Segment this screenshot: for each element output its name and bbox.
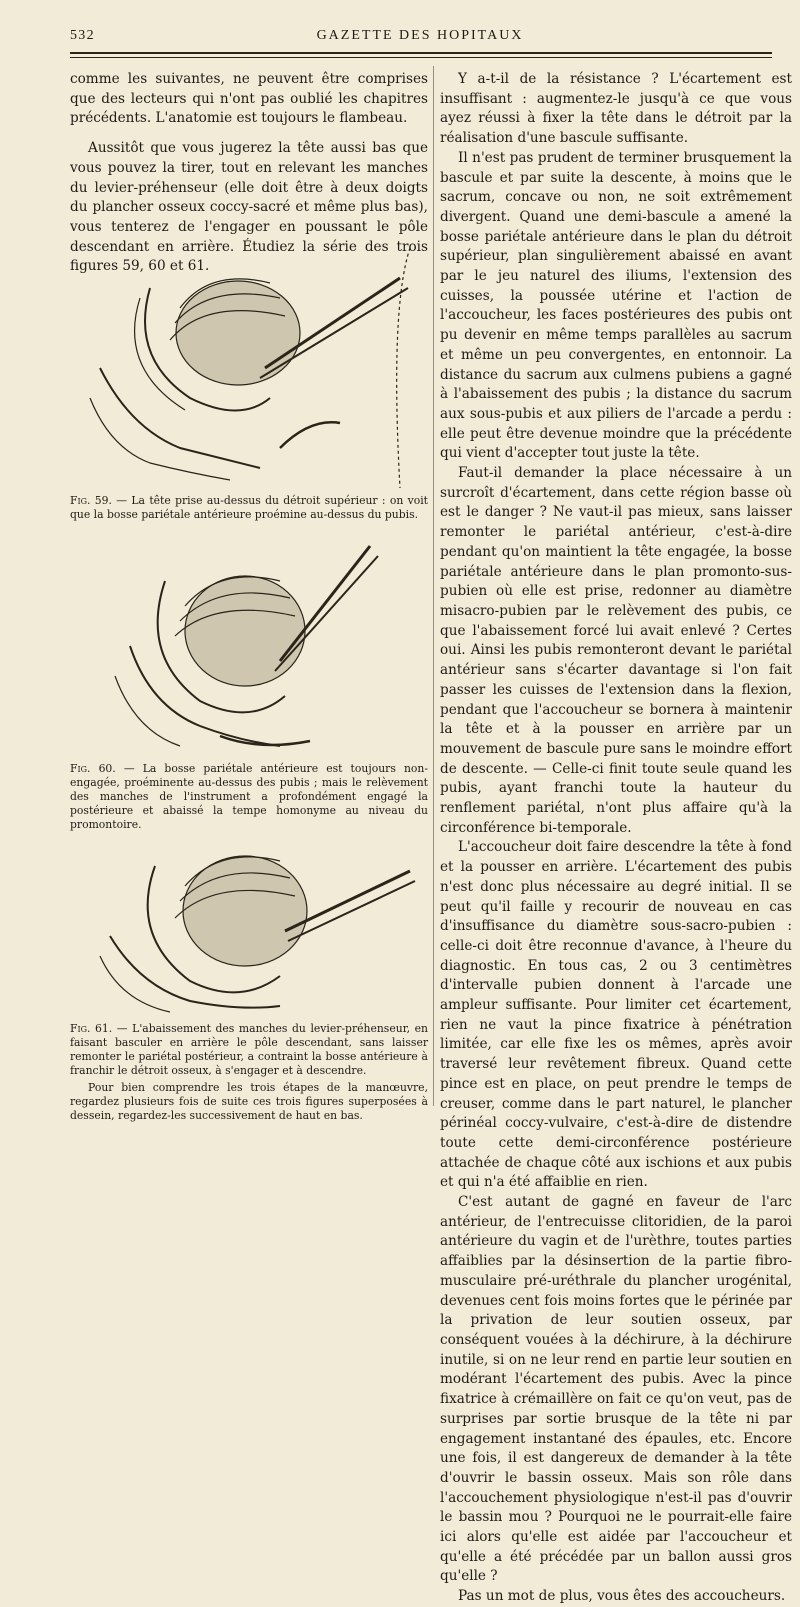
figure-59-caption (70, 494, 428, 522)
figure-60-illustration (70, 536, 428, 756)
figure-60-number: Fig. 60. (70, 762, 116, 775)
right-paragraph-5: C'est autant de gagné en faveur de l'arc antérieur, de l'entrecuisse clitoridien, de la paroi antérieure du vagin et de l'urèthre, toutes parties affaiblies par la désinsertion de la partie fibro-musculaire pré-uréthrale du plancher urogénital, devenues cent fois moins fortes que le périnée par la privation de leur soutien osseux, par conséquent vouées à la déchirure, à la déchirure inutile, si on ne leur rend en partie leur soutien en modérant l'écartement des pubis. Avec la pince fixatrice à crémaillère on fait ce qu'on veut, pas de surprises par sortie brusque de la tête ni par engagement instantané des épaules, etc. Encore une fois, il est dangereux de demander à la tête d'ouvrir le bassin osseux. Mais son rôle dans l'accouchement physiologique n'est-il pas d'ouvrir le bassin mou ? Pourquoi ne le pourrait-elle faire ici alors qu'elle est aidée par l'accoucheur et qu'elle a été précédée par un ballon aussi gros qu'elle ? (440, 1194, 792, 1585)
left-column (70, 70, 428, 277)
column-divider (433, 66, 434, 1106)
figure-60-text: — La bosse pariétale antérieure est toujours non-engagée, proéminente au-dessus des pubis ; mais le relèvement des manches de l'instrument a profondément engagé la postérieure et abaissé la tempe homonyme au niveau du promontoire. (70, 762, 429, 831)
figure-61-number: Fig. 61. (70, 1022, 113, 1035)
right-paragraph-1: Y a-t-il de la résistance ? L'écartement est insuffisant : augmentez-le jusqu'à ce que vous ayez réussi à fixer la tête dans le détroit par la réalisation d'une bascule suffisante. (440, 71, 792, 147)
header-rule-thin (70, 57, 772, 58)
page-header (70, 28, 770, 50)
figure-60 (70, 536, 428, 832)
header-rule-thick (70, 52, 772, 54)
figure-61-illustration (70, 826, 428, 1016)
figure-61-text: — L'abaissement des manches du levier-préhenseur, en faisant basculer en arrière le pôle descendant, sans laisser remonter le pariétal postérieur, a contraint la bosse antérieure à franchir le détroit osseux, à s'engager et à descendre. (70, 1022, 429, 1077)
right-column (440, 70, 792, 1607)
right-paragraph-6: Pas un mot de plus, vous êtes des accoucheurs. (458, 1588, 786, 1605)
figure-61-caption (70, 1022, 428, 1078)
figure-60-caption (70, 762, 428, 832)
right-paragraph-3: Faut-il demander la place nécessaire à un surcroît d'écartement, dans cette région basse où est le danger ? Ne vaut-il pas mieux, sans laisser remonter le pariétal antérieur, c'est-à-dire pendant qu'on maintient la tête engagée, la bosse pariétale antérieure dans le plan promonto-sus-pubien où elle est prise, redonner au diamètre misacro-pubien par le relèvement des pubis, ce que l'abaissement forcé lui avait enlevé ? Certes oui. Ainsi les pubis remonteront devant le pariétal antérieur sans s'écarter davantage si l'on fait passer les cuisses de l'extension dans la flexion, pendant que l'accoucheur se bornera à maintenir la tête et à la pousser en arrière par un mouvement de bascule pure sans le moindre effort de descente. — Celle-ci finit toute seule quand les pubis, ayant franchi toute la hauteur du renflement pariétal, n'ont plus affaire qu'à la circonférence bi-temporale. (440, 465, 792, 836)
figure-59-illustration (70, 248, 428, 488)
figure-59-number: Fig. 59. (70, 494, 112, 507)
figures-closing-note: Pour bien comprendre les trois étapes de la manœuvre, regardez plusieurs fois de suite ces trois figures superposées à dessein, regardez-les successivement de haut en bas. (70, 1081, 428, 1122)
left-paragraph-2: Aussitôt que vous jugerez la tête aussi bas que vous pouvez la tirer, tout en relevant les manches du levier-préhenseur (elle doit être à deux doigts du plancher osseux coccy-sacré et même plus bas), vous tenterez de l'engager en poussant le pôle descendant en arrière. Étudiez la série des trois figures 59, 60 et 61. (70, 140, 428, 275)
left-paragraph-1: comme les suivantes, ne peuvent être comprises que des lecteurs qui n'ont pas oublié les chapitres précédents. L'anatomie est toujours le flambeau. (70, 71, 428, 127)
right-paragraph-2: Il n'est pas prudent de terminer brusquement la bascule et par suite la descente, à moins que le sacrum, concave ou non, ne soit extrêmement divergent. Quand une demi-bascule a amené la bosse pariétale antérieure dans le plan du détroit supérieur, plan singulièrement abaissé en avant par le jeu naturel des iliums, l'extension des cuisses, la poussée utérine et l'action de l'accoucheur, les faces postérieures des pubis ont pu devenir en même temps parallèles au sacrum et même un peu convergentes, en entonnoir. La distance du sacrum aux culmens pubiens a gagné à l'abaissement des pubis ; la distance du sacrum aux sous-pubis et aux piliers de l'arcade a perdu : elle peut être devenue moindre que la précédente qui vient d'accepter tout juste la tête. (440, 149, 792, 462)
page-number: 532 (70, 28, 95, 43)
figure-61 (70, 826, 428, 1123)
figure-59-text: — La tête prise au-dessus du détroit supérieur : on voit que la bosse pariétale antérieure proémine au-dessus du pubis. (70, 494, 429, 521)
right-paragraph-4: L'accoucheur doit faire descendre la tête à fond et la pousser en arrière. L'écartement des pubis n'est donc plus nécessaire au degré initial. Il se peut qu'il faille y recourir de nouveau en cas d'insuffisance du diamètre sous-sacro-pubien : celle-ci doit être reconnue d'avance, à l'heure du diagnostic. En tous cas, 2 ou 3 centimètres d'intervalle pubien donnent à l'arcade une ampleur suffisante. Pour limiter cet écartement, rien ne vaut la pince fixatrice à pénétration limitée, car elle fixe les os mêmes, après avoir traversé leur revêtement fibreux. Quand cette pince est en place, on peut prendre le temps de creuser, comme dans le part naturel, le plancher périnéal coccy-vulvaire, c'est-à-dire de distendre toute cette demi-circonférence postérieure attachée de chaque côté aux ischions et aux pubis et qui n'a été affaiblie en rien. (440, 839, 792, 1191)
figure-59 (70, 248, 428, 522)
journal-title: GAZETTE DES HOPITAUX (316, 28, 524, 43)
